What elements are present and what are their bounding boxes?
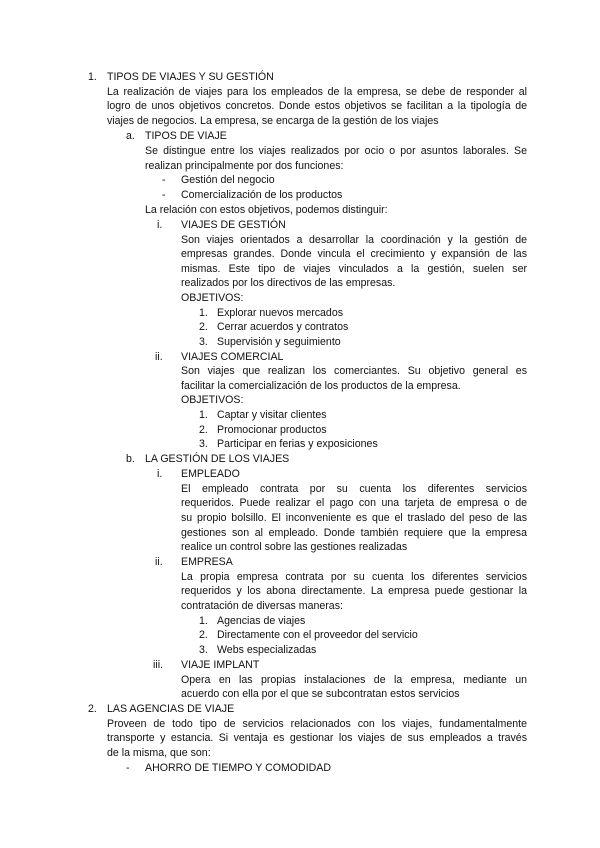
paragraph-line: mismas. Este tipo de viajes vinculados a la gestión, suelen ser [181,263,527,275]
item-title: VIAJE IMPLANT [181,659,260,671]
paragraph-line: Son viajes orientados a desarrollar la coordinación y la gestión de [181,234,527,246]
item-title: VIAJES COMERCIAL [181,351,284,363]
roman-label: ii. [155,351,163,363]
paragraph-line: realizados por los directivos de las empresas. [181,277,396,289]
paragraph-line: realizan principalmente por dos funciones: [145,160,344,172]
list-number: 2. [199,424,208,436]
paragraph-line: transporte y estancia. Si ventaja es gestionar los viajes de sus empleados a través [107,732,527,744]
subsection-label: a. [126,130,135,142]
list-item: AHORRO DE TIEMPO Y COMODIDAD [145,762,332,774]
section-title: LAS AGENCIAS DE VIAJE [107,703,235,715]
list-item: Participar en ferias y exposiciones [217,438,378,450]
list-number: 3. [199,644,208,656]
paragraph-line: Proveen de todo tipo de servicios relacionados con los viajes, fundamentalmente [107,718,527,730]
roman-label: i. [157,219,163,231]
objectives-label: OBJETIVOS: [181,394,244,406]
paragraph-line: El empleado contrata por su cuenta los diferentes servicios [181,483,527,495]
list-item: Agencias de viajes [217,615,306,627]
list-number: 3. [199,336,208,348]
roman-label: i. [157,468,163,480]
item-title: EMPLEADO [181,468,240,480]
paragraph-line: de la misma, que son: [107,747,211,759]
paragraph-line: La propia empresa contrata por su cuenta los diferentes servicios [181,571,527,583]
paragraph-line: La realización de viajes para los empleados de la empresa, se debe de responder al [107,86,527,98]
subsection-title: TIPOS DE VIAJE [145,130,227,142]
list-item: Cerrar acuerdos y contratos [217,321,349,333]
list-number: 2. [199,321,208,333]
paragraph-line: realice un control sobre las gestiones realizadas [181,541,408,553]
item-title: VIAJES DE GESTIÓN [181,219,286,231]
subsection-title: LA GESTIÓN DE LOS VIAJES [145,453,290,465]
list-number: 2. [199,629,208,641]
paragraph-line: requeridos. Puede realizar el pago con una tarjeta de empresa o de [181,497,527,509]
section-number: 2. [88,703,97,715]
list-number: 1. [199,615,208,627]
item-title: EMPRESA [181,556,233,568]
roman-label: iii. [153,659,164,671]
section-title: TIPOS DE VIAJES Y SU GESTIÓN [107,71,274,83]
list-number: 3. [199,438,208,450]
list-item: Comercialización de los productos [181,189,343,201]
list-item: Directamente con el proveedor del servicio [217,629,418,641]
paragraph-line: requeridos y los abona directamente. La empresa puede gestionar la [181,585,527,597]
paragraph-line: contratación de diversas maneras: [181,600,343,612]
bullet-dash: - [162,189,166,201]
paragraph-line: acuerdo con ella por el que se subcontratan estos servicios [181,688,460,700]
paragraph-line: logro de unos objetivos concretos. Donde estos objetivos se facilitan a la tipología de [107,100,527,112]
bullet-dash: - [126,762,130,774]
list-item: Promocionar productos [217,424,327,436]
subsection-label: b. [126,453,135,465]
list-number: 1. [199,307,208,319]
list-item: Webs especializadas [217,644,317,656]
paragraph-line: Son viajes que realizan los comerciantes. Su objetivo general es [181,365,527,377]
paragraph-line: empresas grandes. Donde vincula el crecimiento y expansión de las [181,248,527,260]
paragraph-line: Opera en las propias instalaciones de la empresa, mediante un [181,674,527,686]
paragraph-line: La relación con estos objetivos, podemos distinguir: [145,204,388,216]
list-number: 1. [199,409,208,421]
paragraph-line: gestiones son al empleado. Donde también requiere que la empresa [181,527,527,539]
list-item: Explorar nuevos mercados [217,307,344,319]
paragraph-line: viajes de negocios. La empresa, se encarga de la gestión de los viajes [107,115,439,127]
list-item: Captar y visitar clientes [217,409,327,421]
list-item: Supervisión y seguimiento [217,336,341,348]
bullet-dash: - [162,174,166,186]
objectives-label: OBJETIVOS: [181,292,244,304]
roman-label: ii. [155,556,163,568]
list-item: Gestión del negocio [181,174,275,186]
paragraph-line: facilitar la comercialización de los productos de la empresa. [181,380,461,392]
paragraph-line: su propio bolsillo. El inconveniente es que el traslado del peso de las [181,512,527,524]
section-number: 1. [88,71,97,83]
paragraph-line: Se distingue entre los viajes realizados por ocio o por asuntos laborales. Se [145,145,527,157]
